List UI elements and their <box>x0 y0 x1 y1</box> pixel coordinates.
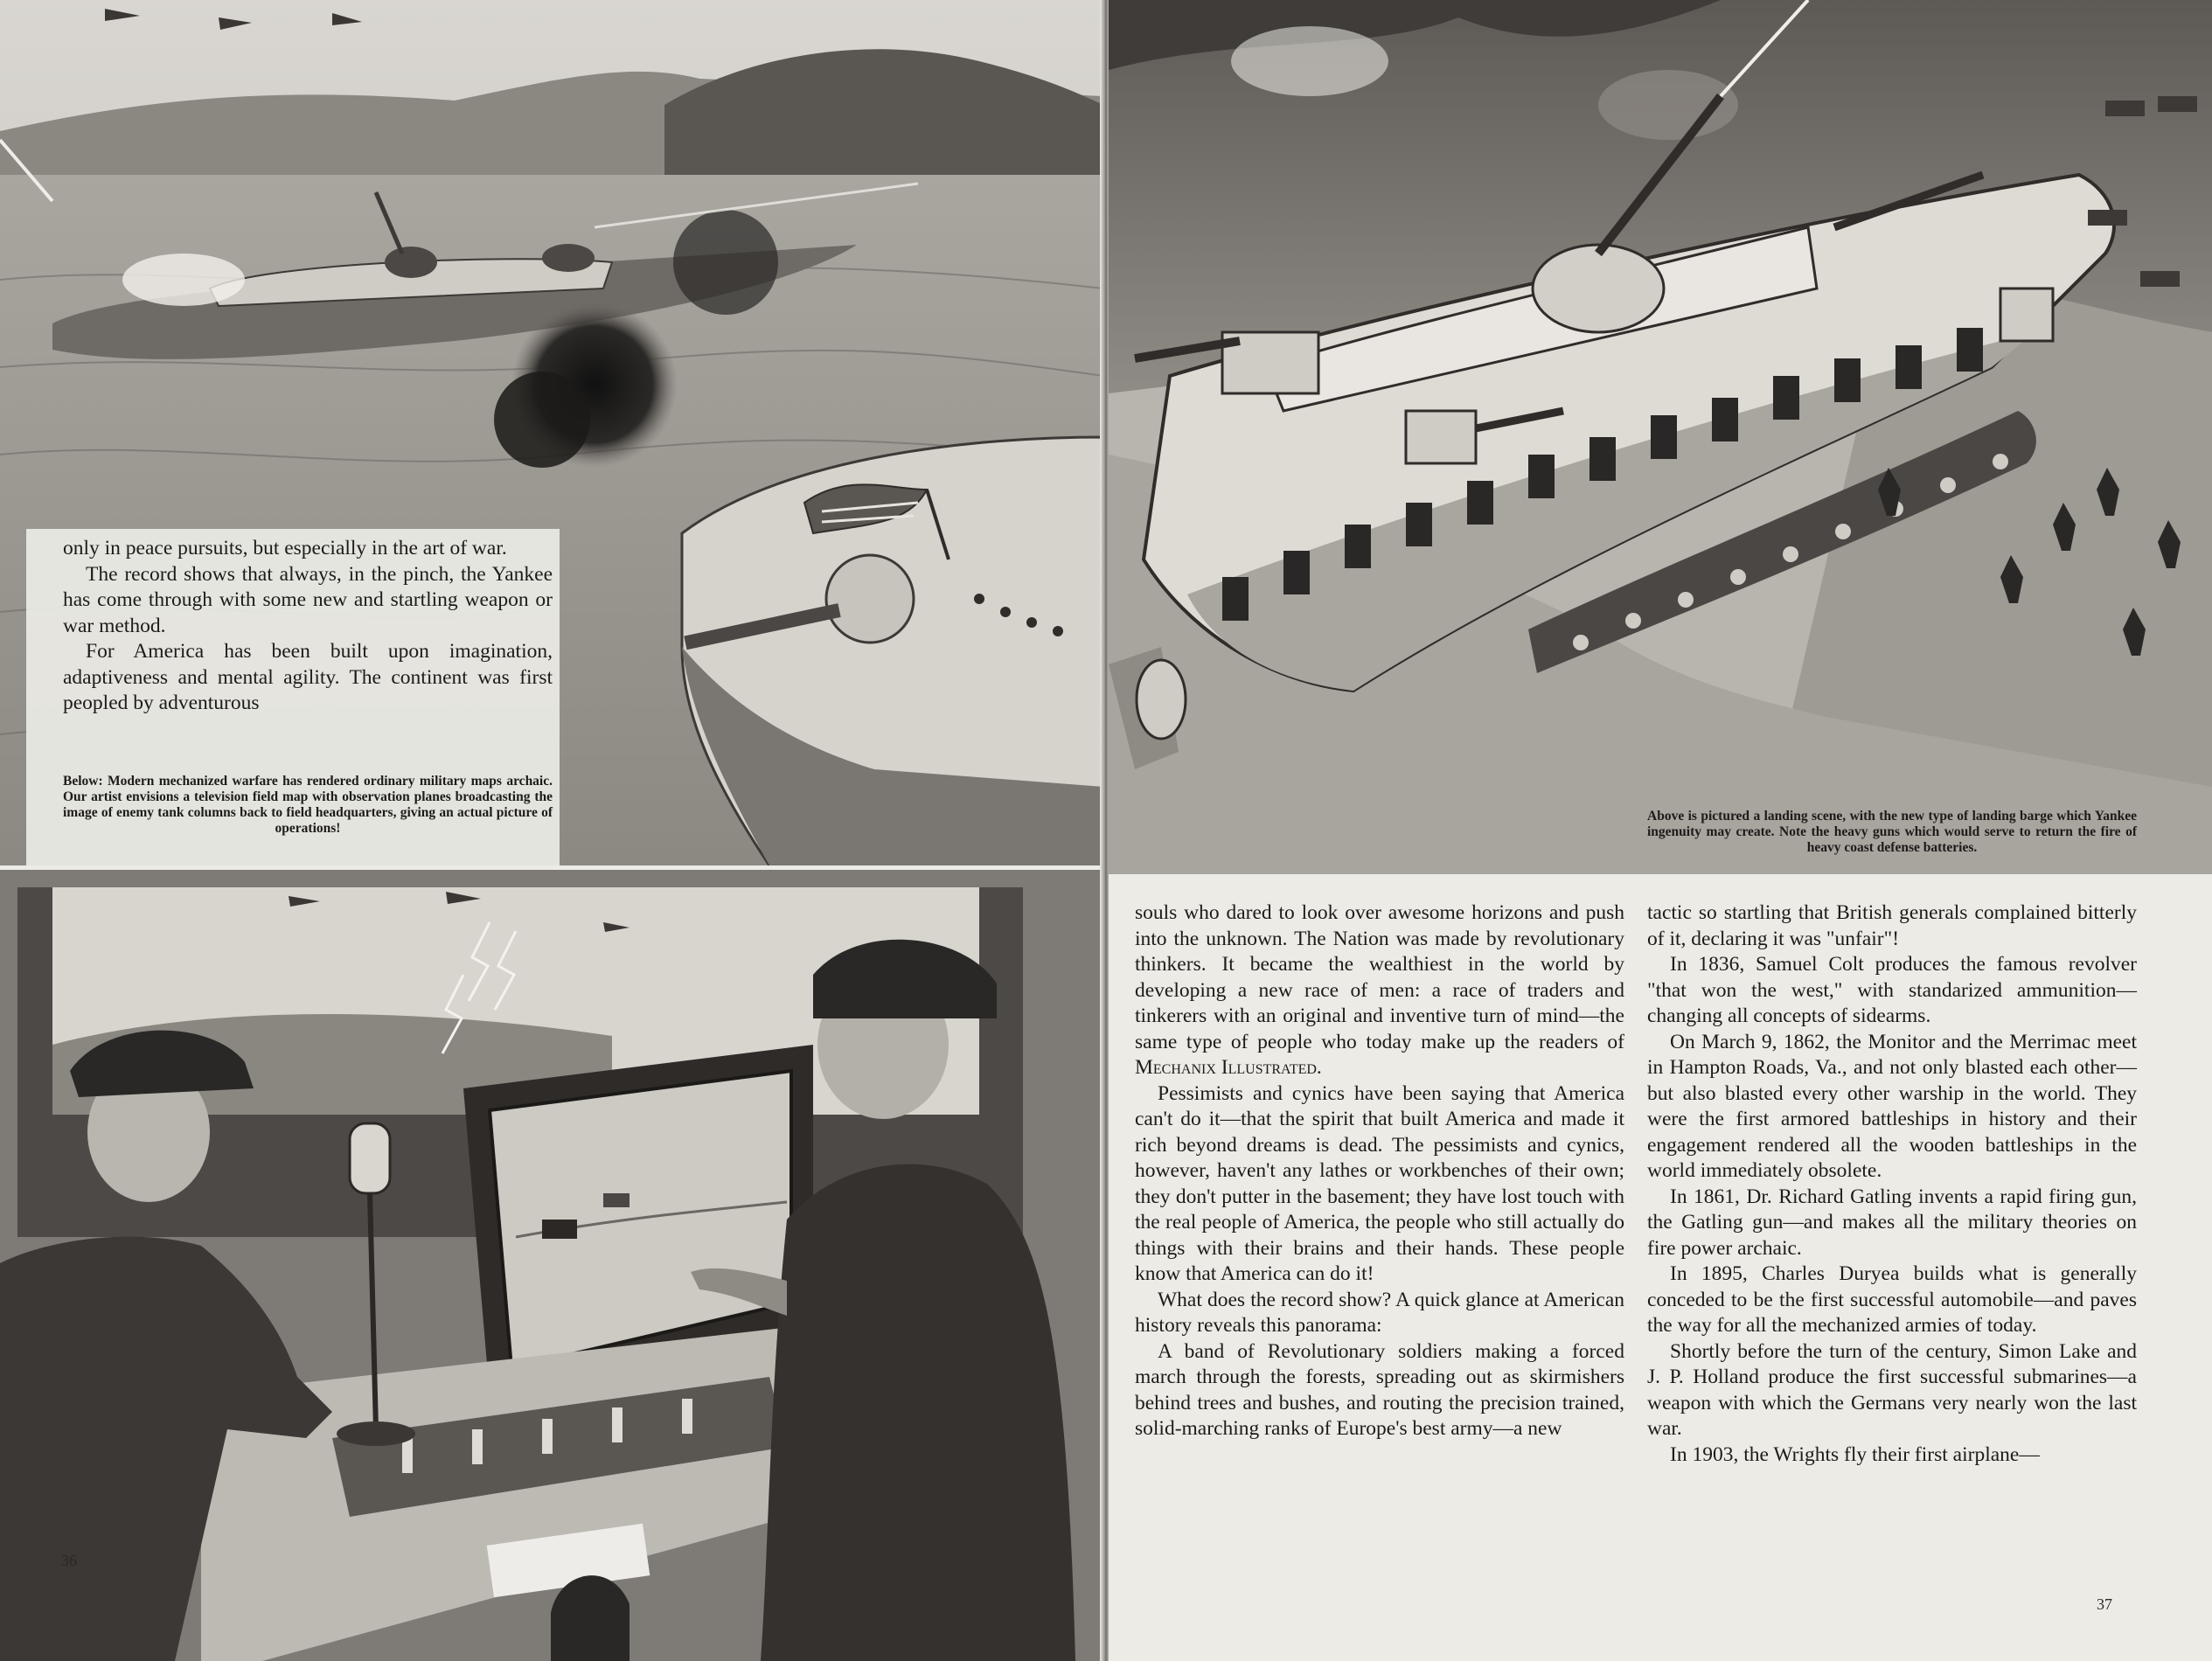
right-article-column-2 <box>1647 900 2137 1468</box>
caption-landing-barge: Above is pictured a landing scene, with the new type of landing barge which Yankee ingenuity may create. Note the heavy guns which would serve to return the fire of heavy coast defense batteries. <box>1647 809 2137 855</box>
paragraph: On March 9, 1862, the Monitor and the Merrimac meet in Hampton Roads, Va., and not only blasted each other—but also blasted every other warship in the world. They were the first armored battleships in history and their engagement rendered all the wooden battleships in the world immediately obsolete. <box>1647 1030 2137 1182</box>
left-page <box>0 0 1103 1661</box>
paragraph: In 1836, Samuel Colt produces the famous revolver "that won the west," with standarized ammunition—changing all concepts of sidearms. <box>1647 953 2137 1027</box>
paragraph: The record shows that always, in the pinch, the Yankee has come through with some new and startling weapon or war method. <box>63 562 553 637</box>
right-page <box>1109 0 2212 1661</box>
page-number-left: 36 <box>61 1552 77 1569</box>
caption-television-field-map: Below: Modern mechanized warfare has rendered ordinary military maps archaic. Our artist envisions a television field map with observation planes broadcasting the image of enemy tank columns back to field headquarters, giving an actual picture of operations! <box>63 774 553 836</box>
paragraph: A band of Revolutionary soldiers making a forced march through the forests, spreading out as skirmishers behind trees and bushes, and routing the precision trained, solid-marching ranks of Europe's best army—a new <box>1135 1339 1624 1440</box>
left-article-text <box>63 536 553 717</box>
paragraph: In 1895, Charles Duryea builds what is generally conceded to be the first successful automobile—and paves the way for all the mechanized armies of today. <box>1647 1262 2137 1337</box>
paragraph: For America has been built upon imagination, adaptiveness and mental agility. The continent was first peopled by adventurous <box>63 640 553 714</box>
illustration-landing-barge <box>1109 0 2212 874</box>
right-article-column-1 <box>1135 900 1624 1442</box>
illustration-amphibious-battle <box>0 0 1103 865</box>
paragraph: In 1861, Dr. Richard Gatling invents a rapid firing gun, the Gatling gun—and makes all the military theories on fire power archaic. <box>1647 1185 2137 1260</box>
paragraph: What does the record show? A quick glance at American history reveals this panorama: <box>1135 1288 1624 1337</box>
paragraph: souls who dared to look over awesome horizons and push into the unknown. The Nation was made by revolutionary thinkers. It became the wealthiest in the world by developing a new race of men: a race of traders and tinkerers with an original and inventive turn of mind—the same type of people who today make up the readers of Mechanix Illustrated. <box>1135 901 1624 1079</box>
paragraph: Pessimists and cynics have been saying that America can't do it—that the spirit that built America and made it rich beyond dreams is dead. The pessimists and cynics, however, haven't any lathes or workbenches of their own; they don't putter in the basement; they have lost touch with the real people of America, the people who still actually do things with their brains and their hands. These people know that America can do it! <box>1135 1081 1624 1285</box>
paragraph: Shortly before the turn of the century, Simon Lake and J. P. Holland produce the first successful submarines—a weapon with which the Germans very nearly won the last war. <box>1647 1339 2137 1440</box>
page-number-right: 37 <box>2097 1595 2112 1613</box>
paragraph: tactic so startling that British generals complained bitterly of it, declaring it was "unfair"! <box>1647 901 2137 950</box>
illustration-television-field-map <box>0 870 1103 1661</box>
paragraph: only in peace pursuits, but especially in the art of war. <box>63 537 507 559</box>
paragraph: In 1903, the Wrights fly their first airplane— <box>1670 1442 2040 1466</box>
magazine-name: Mechanix Illustrated. <box>1135 1056 1322 1079</box>
